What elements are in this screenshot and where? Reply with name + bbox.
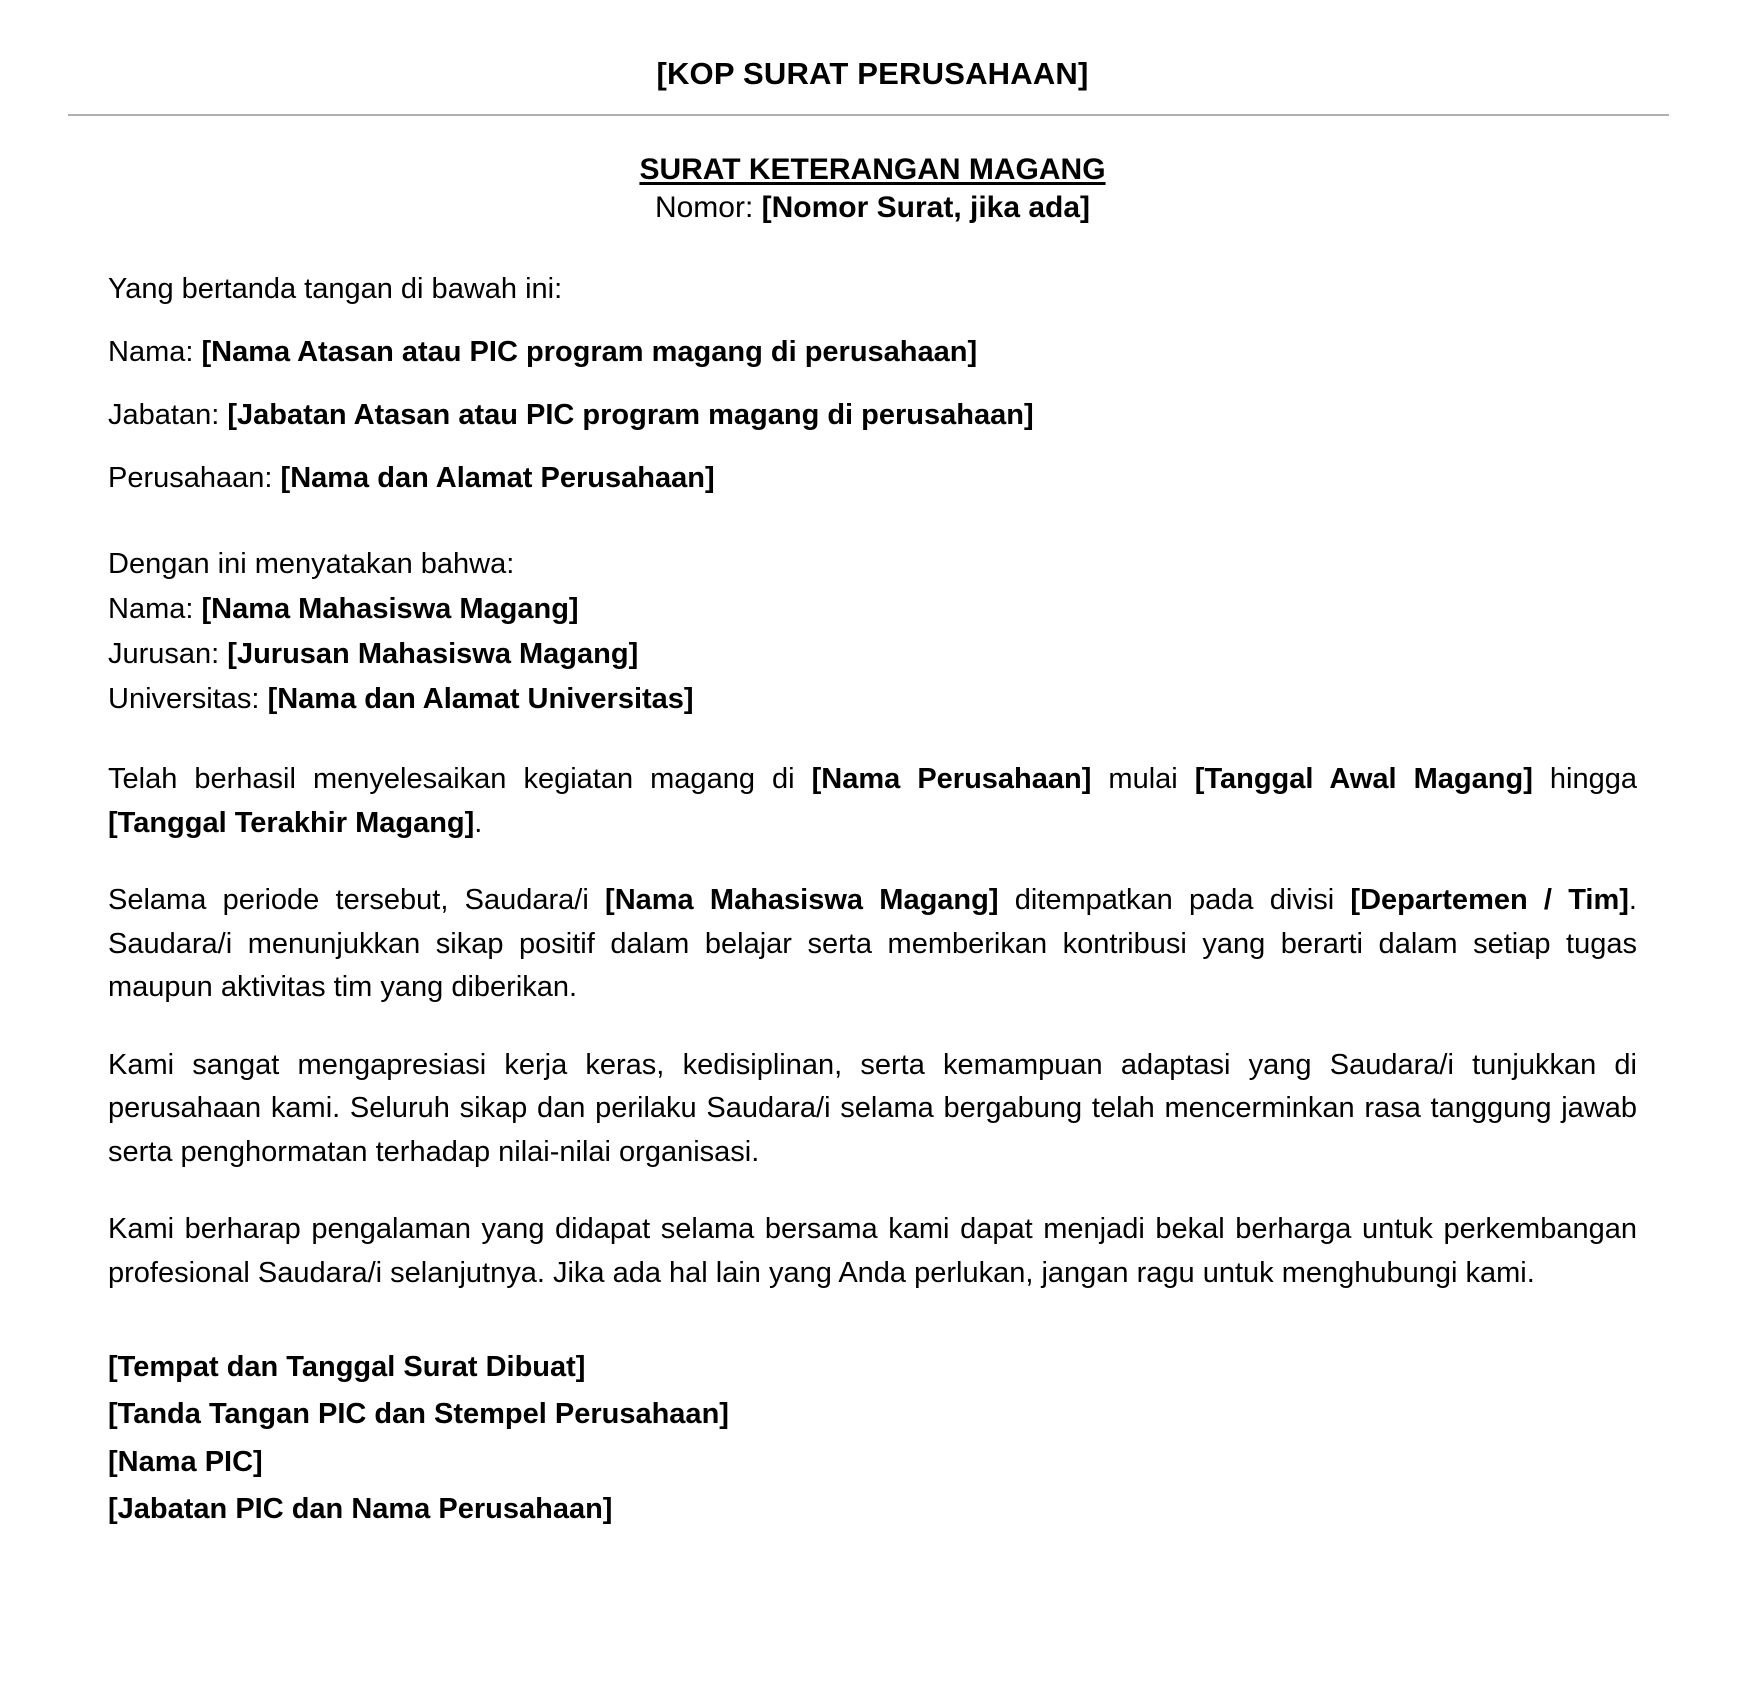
completion-text-1: Telah berhasil menyelesaikan kegiatan magang di: [108, 763, 812, 796]
student-jurusan-row: [108, 634, 1637, 675]
completion-text-2: mulai: [1091, 763, 1195, 796]
student-nama-value: [Nama Mahasiswa Magang]: [201, 592, 579, 625]
document-number-line: [108, 189, 1637, 227]
completion-end-date: [Tanggal Terakhir Magang]: [108, 806, 475, 839]
intro-perusahaan-value: [Nama dan Alamat Perusahaan]: [280, 462, 715, 495]
completion-start-date: [Tanggal Awal Magang]: [1194, 763, 1533, 796]
document-number-label: Nomor:: [654, 191, 754, 225]
student-universitas-value: [Nama dan Alamat Universitas]: [267, 683, 694, 716]
paragraph-placement: [108, 879, 1637, 1010]
spacer: [108, 724, 1637, 758]
intro-jabatan-label: Jabatan:: [108, 399, 220, 432]
student-nama-row: [108, 589, 1637, 630]
signature-pic-title: [Jabatan PIC dan Nama Perusahaan]: [108, 1492, 613, 1525]
signature-pic-name: [Nama PIC]: [108, 1445, 263, 1478]
completion-text-4: .: [474, 806, 483, 839]
intro-jabatan-row: [108, 395, 1637, 436]
intro-nama-row: [108, 332, 1637, 373]
title-block: [108, 152, 1637, 227]
letterhead-title: [KOP SURAT PERUSAHAAN]: [656, 56, 1089, 91]
placement-text-3: . Saudara/i menunjukkan sikap positif dalam belajar serta memberikan kontribusi yang berarti dalam setiap tugas maupun aktivitas tim yang diberikan.: [108, 884, 1637, 1004]
placement-department: [Departemen / Tim]: [1350, 884, 1629, 917]
placement-text-2: ditempatkan pada divisi: [998, 884, 1351, 917]
paragraph-completion: [108, 758, 1637, 845]
paragraph-appreciation: Kami sangat mengapresiasi kerja keras, kedisiplinan, serta kemampuan adaptasi yang Saudara/i tunjukkan di perusahaan kami. Seluruh sikap dan perilaku Saudara/i selama bergabung telah mencerminkan rasa tanggung jawab serta penghormatan terhadap nilai-nilai organisasi.: [108, 1048, 1637, 1168]
student-jurusan-value: [Jurusan Mahasiswa Magang]: [227, 637, 639, 670]
completion-text-3: hingga: [1532, 763, 1637, 796]
letterhead-divider: [68, 114, 1669, 116]
student-opening: Dengan ini menyatakan bahwa:: [108, 547, 515, 580]
signature-block: [108, 1347, 1637, 1530]
placement-text-1: Selama periode tersebut, Saudara/i: [108, 884, 606, 917]
signature-sign-stamp: [Tanda Tangan PIC dan Stempel Perusahaan]: [108, 1398, 729, 1431]
student-nama-label: Nama:: [108, 592, 194, 625]
completion-company: [Nama Perusahaan]: [811, 763, 1092, 796]
intro-nama-value: [Nama Atasan atau PIC program magang di perusahaan]: [201, 336, 978, 369]
document-body: [108, 269, 1637, 1295]
paragraph-closing: Kami berharap pengalaman yang didapat selama bersama kami dapat menjadi bekal berharga untuk perkembangan profesional Saudara/i selanjutnya. Jika ada hal lain yang Anda perlukan, jangan ragu untuk menghubungi kami.: [108, 1213, 1637, 1289]
document-title: SURAT KETERANGAN MAGANG: [639, 153, 1106, 186]
student-jurusan-label: Jurusan:: [108, 637, 220, 670]
spacer: [108, 522, 1637, 544]
student-universitas-row: [108, 679, 1637, 720]
document-number-placeholder: [Nomor Surat, jika ada]: [761, 191, 1091, 225]
signature-place-date: [Tempat dan Tanggal Surat Dibuat]: [108, 1351, 586, 1384]
placement-student-name: [Nama Mahasiswa Magang]: [605, 884, 999, 917]
intro-perusahaan-label: Perusahaan:: [108, 462, 273, 495]
student-universitas-label: Universitas:: [108, 683, 260, 716]
intro-perusahaan-row: [108, 458, 1637, 499]
intro-opening: Yang bertanda tangan di bawah ini:: [108, 272, 563, 305]
intro-jabatan-value: [Jabatan Atasan atau PIC program magang di perusahaan]: [227, 399, 1034, 432]
intro-nama-label: Nama:: [108, 336, 194, 369]
